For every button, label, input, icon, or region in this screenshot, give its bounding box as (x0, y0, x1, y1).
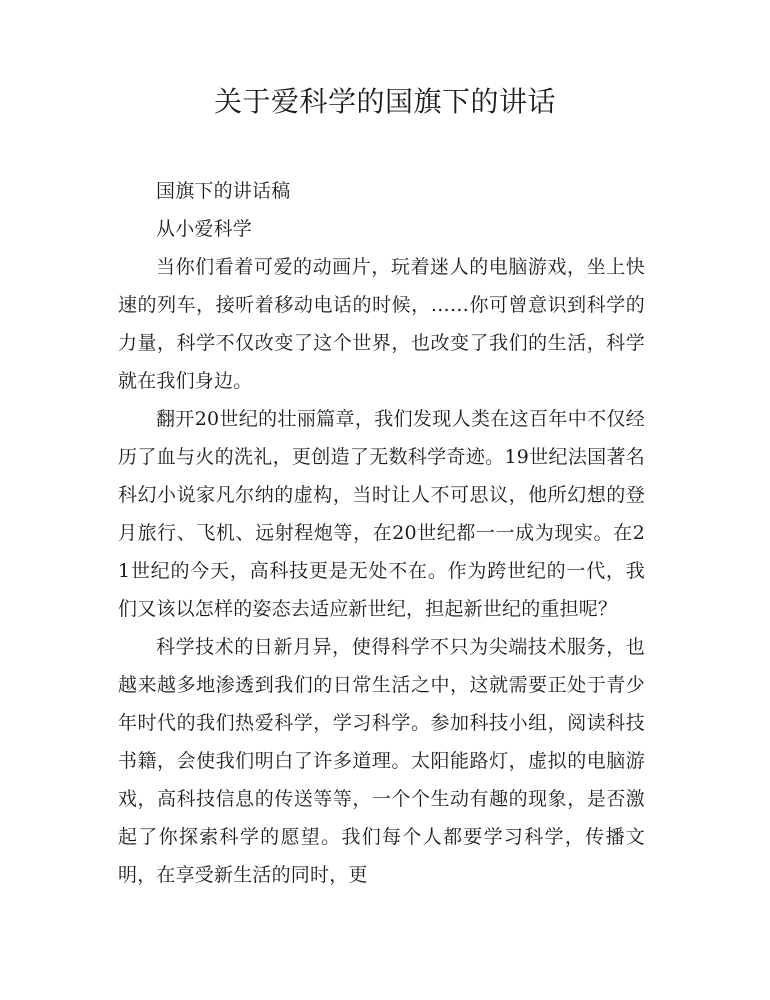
document-body (118, 172, 645, 894)
paragraph: 科学技术的日新月异，使得科学不只为尖端技术服务，也越来越多地渗透到我们的日常生活之中，这就需要正处于青少年时代的我们热爱科学，学习科学。参加科技小组，阅读科技书籍，会使我们明白了许多道理。太阳能路灯，虚拟的电脑游戏，高科技信息的传送等等，一个个生动有趣的现象，是否激起了你探索科学的愿望。我们每个人都要学习科学，传播文明，在享受新生活的同时，更 (118, 636, 645, 886)
document-title: 关于爱科学的国旗下的讲话 (213, 85, 556, 118)
paragraph-heading: 从小爱科学 (156, 218, 253, 240)
paragraph: 翻开20世纪的壮丽篇章，我们发现人类在这百年中不仅经历了血与火的洗礼，更创造了无数科学奇迹。19世纪法国著名科幻小说家凡尔纳的虚构，当时让人不可思议，他所幻想的登月旅行、飞机、远射程炮等，在20世纪都一一成为现实。在21世纪的今天，高科技更是无处不在。作为跨世纪的一代，我们又该以怎样的姿态去适应新世纪，担起新世纪的重担呢？ (118, 408, 645, 620)
paragraph-subtitle: 国旗下的讲话稿 (156, 180, 291, 202)
paragraph: 当你们看着可爱的动画片，玩着迷人的电脑游戏，坐上快速的列车，接听着移动电话的时候，……你可曾意识到科学的力量，科学不仅改变了这个世界，也改变了我们的生活，科学就在我们身边。 (118, 256, 645, 392)
